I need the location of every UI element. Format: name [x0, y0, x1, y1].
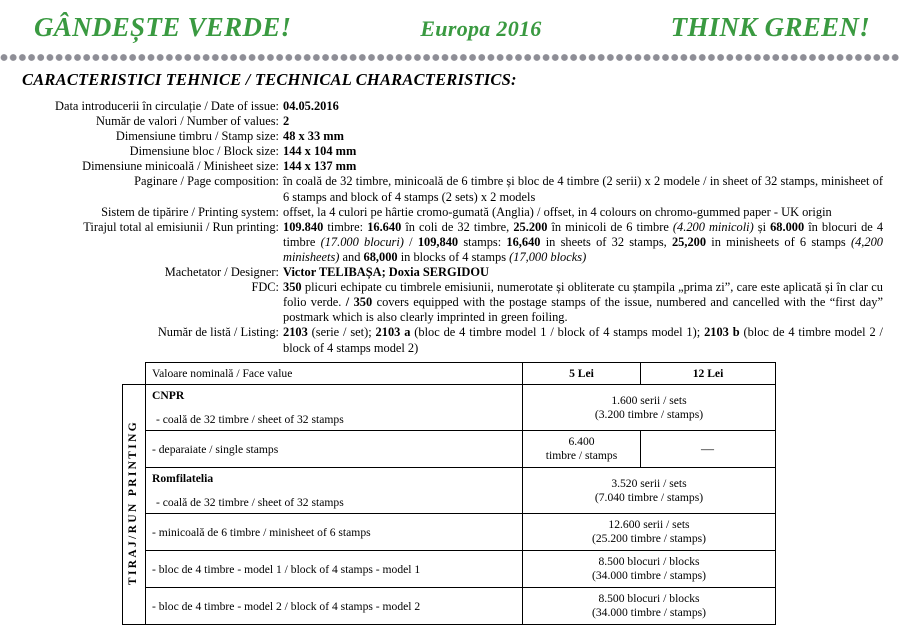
- spec-label: Paginare / Page composition:: [134, 174, 279, 189]
- row-value-cell: [523, 551, 776, 588]
- specifications-list: [0, 99, 900, 356]
- row-desc-cell: - bloc de 4 timbre - model 2 / block of 4 stamps - model 2: [146, 588, 523, 625]
- rotated-axis-label-cell: [123, 385, 146, 625]
- header-title-romanian: GÂNDEȘTE VERDE!: [34, 12, 292, 42]
- group-cnpr-sheet-value: [523, 385, 776, 431]
- spec-label: Tirajul total al emisiunii / Run printing:: [83, 219, 279, 234]
- section-heading: CARACTERISTICI TEHNICE / TECHNICAL CHARACTERISTICS:: [22, 70, 517, 89]
- spec-value: 48 x 33 mm: [283, 129, 344, 144]
- spec-value: 2103 (serie / set); 2103 a (bloc de 4 timbre model 1 / block of 4 stamps model 1); 2103 b (bloc de 4 timbre model 2 / block of 4 stamps model 2): [283, 325, 883, 355]
- spec-row-stamp-size: [0, 129, 885, 144]
- row-value: 1.600 serii / sets: [611, 393, 687, 407]
- table-row: [123, 514, 776, 551]
- spec-value: în coală de 32 timbre, minicoală de 6 timbre și bloc de 4 timbre (2 serii) x 2 modele / in sheet of 32 stamps, minisheet of 6 stamps and block of 4 stamps (2 sets) x 2 models: [283, 174, 883, 204]
- spec-row-listing: [0, 325, 885, 355]
- spec-label: Dimensiune bloc / Block size:: [129, 144, 279, 159]
- run-printing-table-container: [122, 362, 775, 625]
- spec-label: Dimensiune minicoală / Minisheet size:: [82, 159, 279, 174]
- spec-value: 109.840 timbre: 16.640 în coli de 32 timbre, 25.200 în minicoli de 6 timbre (4.200 minicoli) și 68.000 în blocuri de 4 timbre (17.000 blocuri) / 109,840 stamps: 16,640 in sheets of 32 stamps, 25,200 in minisheets of 6 stamps (4,200 minisheets) and 68,000 in blocks of 4 stamps (17,000 blocks): [283, 219, 884, 264]
- spec-value: 144 x 104 mm: [283, 144, 357, 159]
- row-value-cell-5-lei: [523, 431, 641, 468]
- table-row: [123, 431, 776, 468]
- spec-row-block-size: [0, 144, 885, 159]
- empty-corner-cell: [123, 363, 146, 385]
- spec-row-date-of-issue: [0, 99, 885, 114]
- row-value-sub: timbre / stamps: [545, 449, 618, 462]
- value-header-5-lei: 5 Lei: [523, 363, 641, 385]
- spec-label: Sistem de tipărire / Printing system:: [101, 204, 279, 219]
- row-desc-cell: - deparaiate / single stamps: [146, 431, 523, 468]
- spec-value: offset, la 4 culori pe hârtie cromo-gumată (Anglia) / offset, in 4 colours on chromo-gummed paper - UK origin: [283, 204, 832, 219]
- page-header: [0, 0, 900, 43]
- spec-value: 144 x 137 mm: [283, 159, 357, 174]
- dotted-divider: [0, 53, 900, 62]
- group-cnpr-sheet-desc: [146, 385, 523, 431]
- group-romfilatelia-sheet-value: [523, 468, 776, 514]
- spec-value: 350 plicuri echipate cu timbrele emisiunii, numerotate și obliterate cu ștampila „prima zi”, care este aplicată și în clar cu folio verde. / 350 covers equipped with the postage stamps of the issue, numbered and cancelled with the “first day” postmark which is also clearly imprinted in green foiling.: [283, 280, 883, 325]
- spec-value: Victor TELIBAȘA; Doxia SERGIDOU: [283, 265, 489, 280]
- spec-label: Machetator / Designer:: [164, 265, 279, 280]
- spec-value: 04.05.2016: [283, 99, 339, 113]
- face-value-label-cell: Valoare nominală / Face value: [146, 363, 523, 385]
- table-row: [123, 468, 776, 514]
- row-desc-cell: - bloc de 4 timbre - model 1 / block of 4 stamps - model 1: [146, 551, 523, 588]
- value-header-12-lei: 12 Lei: [641, 363, 776, 385]
- table-row: [123, 551, 776, 588]
- spec-label: Număr de valori / Number of values:: [95, 114, 279, 129]
- row-value: 6.400: [568, 435, 595, 448]
- row-value-cell-12-lei: —: [641, 431, 776, 468]
- spec-row-page-composition: [0, 174, 885, 204]
- spec-row-minisheet-size: [0, 159, 885, 174]
- table-row: [123, 588, 776, 625]
- table-row: [123, 385, 776, 431]
- group-romfilatelia-sheet-desc: [146, 468, 523, 514]
- row-value-sub: (34.000 timbre / stamps): [592, 569, 706, 582]
- spec-label: FDC:: [251, 280, 279, 295]
- spec-value: 2: [283, 114, 290, 129]
- row-value-sub: (34.000 timbre / stamps): [592, 606, 706, 619]
- spec-row-designer: [0, 265, 885, 280]
- spec-row-run-printing: [0, 220, 885, 265]
- spec-row-number-of-values: [0, 114, 885, 129]
- spec-label: Dimensiune timbru / Stamp size:: [115, 129, 279, 144]
- row-value-sub: (25.200 timbre / stamps): [592, 532, 706, 545]
- spec-label: Număr de listă / Listing:: [157, 325, 279, 340]
- run-printing-table: [122, 362, 776, 625]
- row-value: 3.520 serii / sets: [611, 476, 687, 490]
- row-value-sub: (7.040 timbre / stamps): [594, 490, 704, 504]
- spec-row-fdc: [0, 280, 885, 325]
- header-title-english: THINK GREEN!: [670, 12, 870, 42]
- rotated-axis-label: TIRAJ/RUN PRINTING: [127, 420, 140, 586]
- row-desc: - coală de 32 timbre / sheet of 32 stamps: [156, 496, 344, 509]
- header-title-series: Europa 2016: [420, 16, 542, 41]
- spec-row-printing-system: [0, 205, 885, 220]
- row-value-cell: [523, 588, 776, 625]
- row-value: 8.500 blocuri / blocks: [598, 592, 700, 605]
- table-header-row: [123, 363, 776, 385]
- spec-label: Data introducerii în circulație / Date of issue:: [55, 99, 279, 113]
- row-desc: - coală de 32 timbre / sheet of 32 stamps: [156, 413, 344, 426]
- row-value: 8.500 blocuri / blocks: [598, 555, 700, 568]
- row-desc-cell: - minicoală de 6 timbre / minisheet of 6 stamps: [146, 514, 523, 551]
- row-value-cell: [523, 514, 776, 551]
- row-value-sub: (3.200 timbre / stamps): [594, 407, 704, 421]
- row-value: 12.600 serii / sets: [608, 518, 690, 531]
- group-title-romfilatelia: Romfilatelia: [152, 472, 214, 485]
- group-title-cnpr: CNPR: [152, 389, 185, 402]
